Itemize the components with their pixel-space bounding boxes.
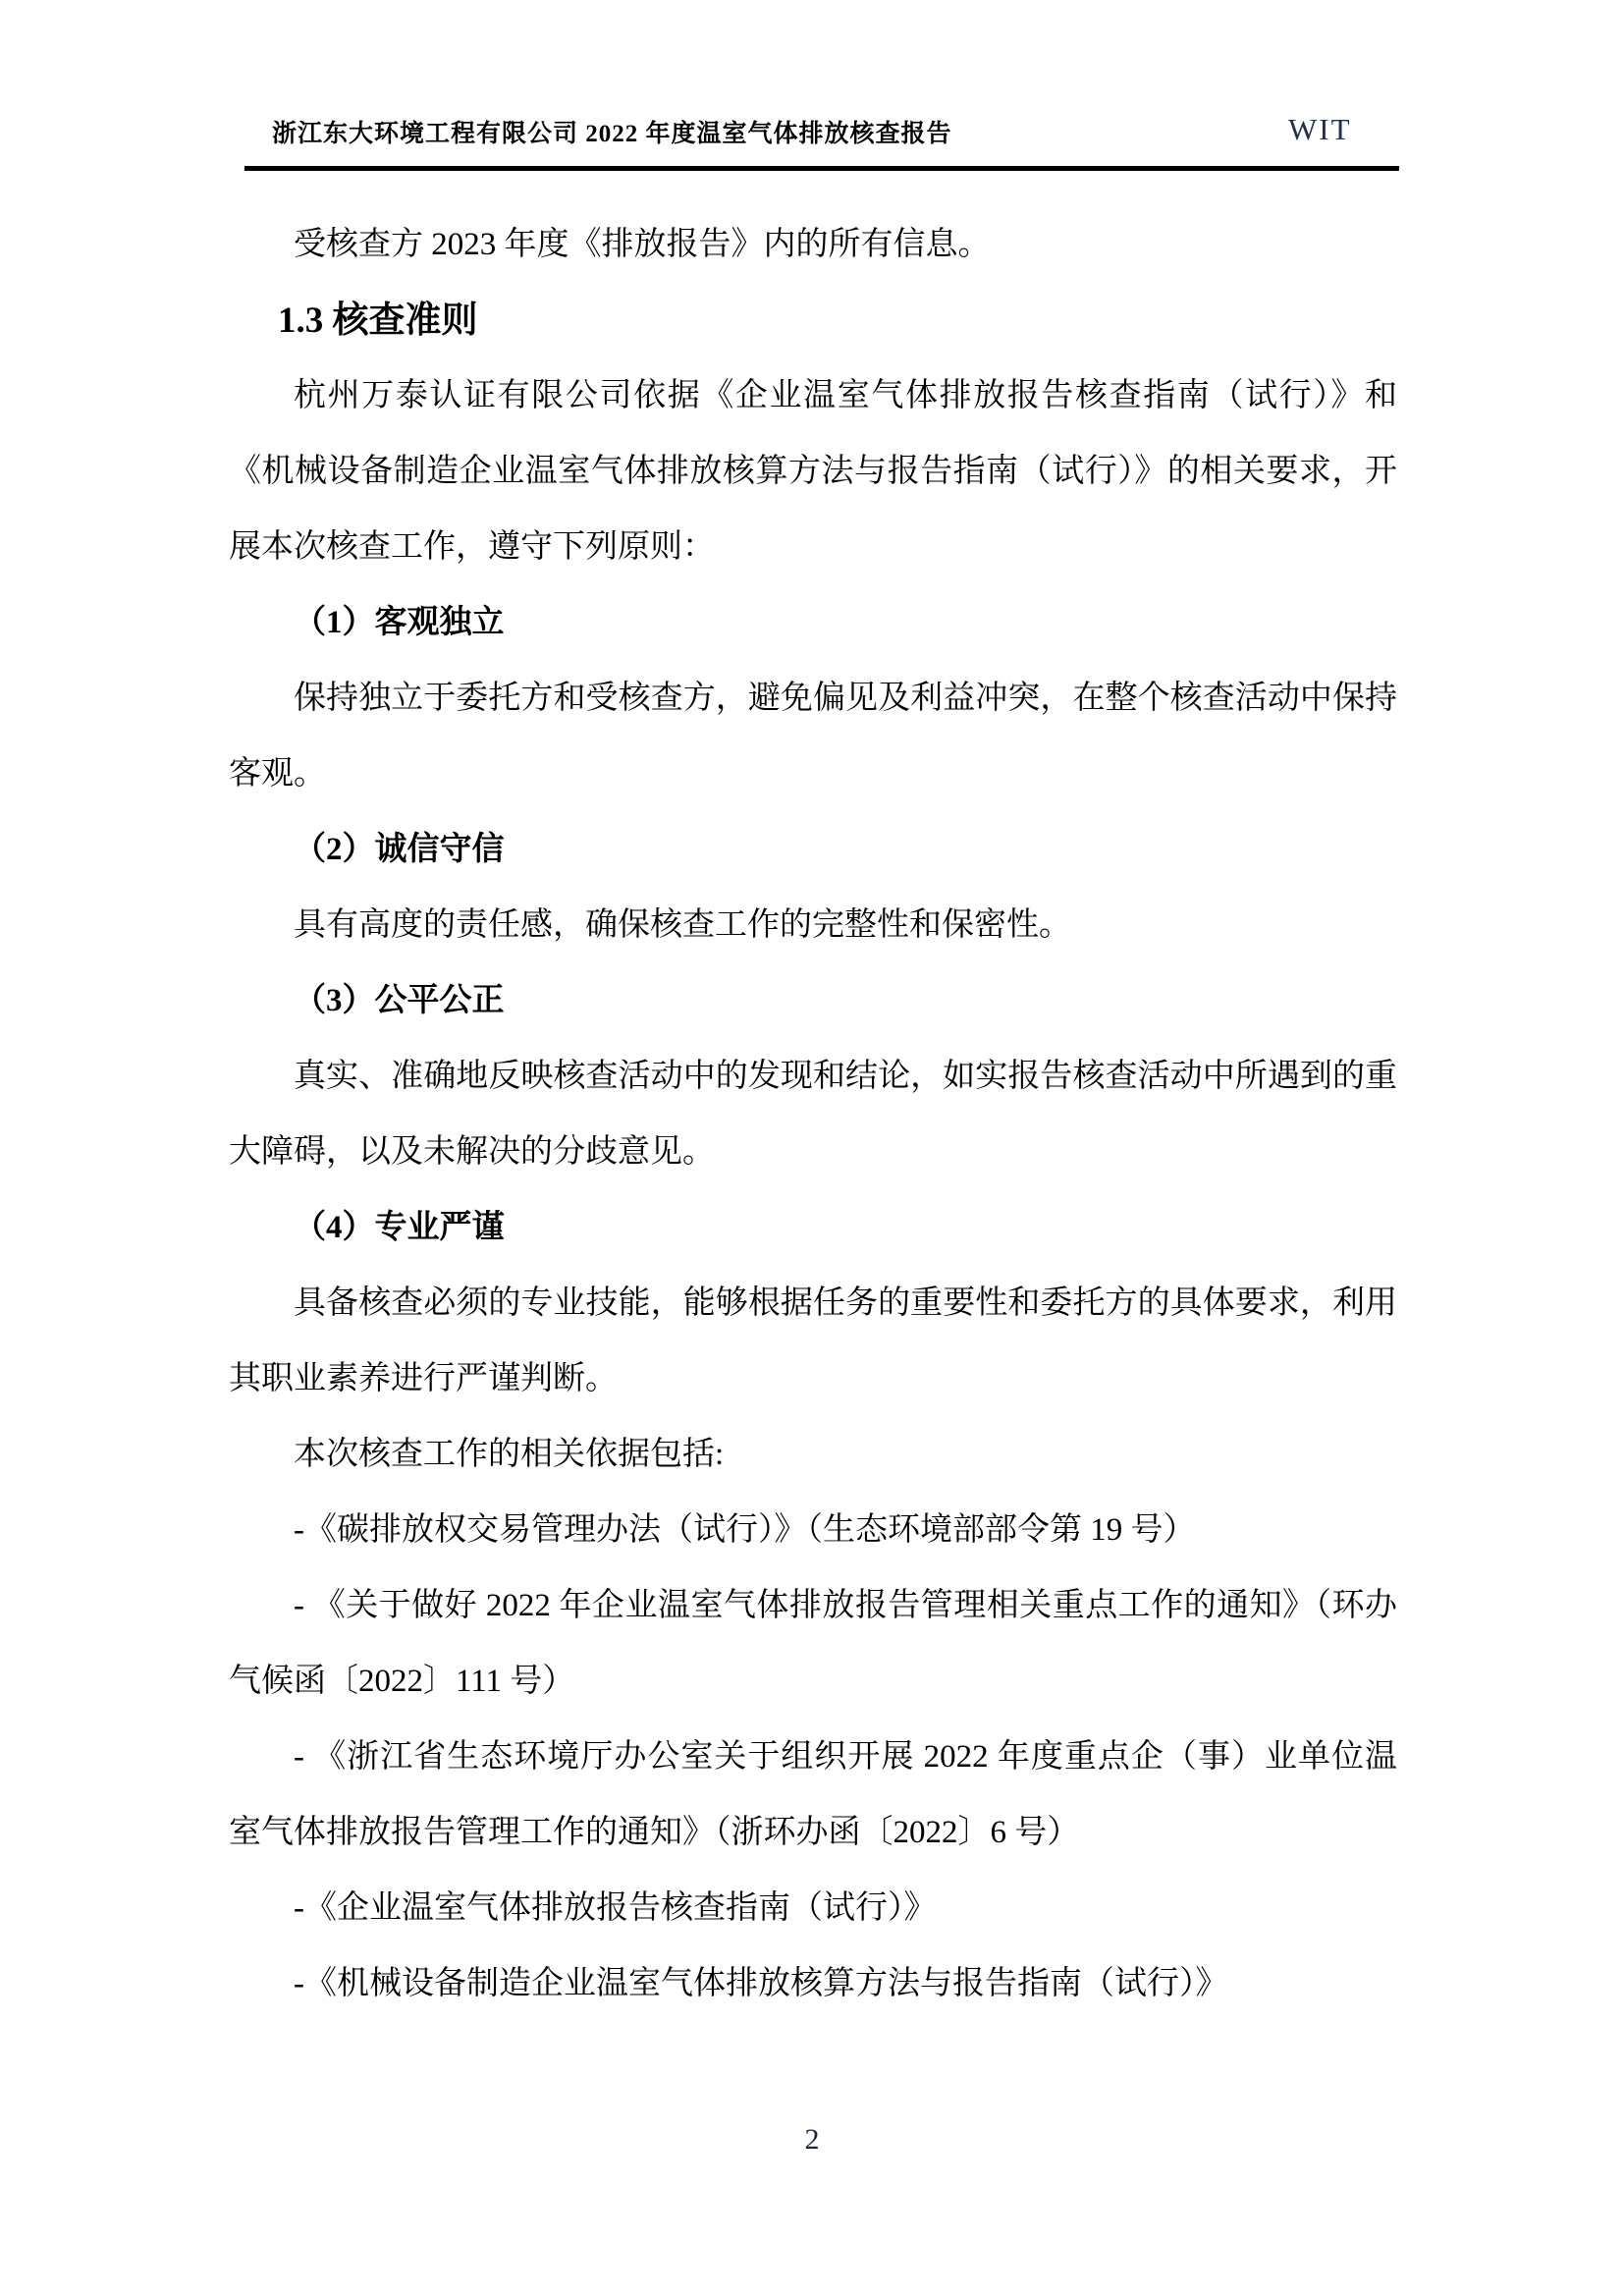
section-heading: 1.3 核查准则 (278, 301, 478, 341)
page-footer (0, 2123, 1624, 2157)
header-running-title: 浙江东大环境工程有限公司 2022 年度温室气体排放核查报告 (272, 121, 952, 147)
paragraph: - 《关于做好 2022 年企业温室气体排放报告管理相关重点工作的通知》（环办气候函〔2022〕111 号） (229, 1588, 1397, 1699)
principle-heading: （4）专业严谨 (294, 1210, 505, 1245)
paragraph: 杭州万泰认证有限公司依据《企业温室气体排放报告核查指南（试行）》和《机械设备制造企业温室气体排放核算方法与报告指南（试行）》的相关要求，开展本次核查工作，遵守下列原则： (229, 378, 1397, 565)
paragraph: 真实、准确地反映核查活动中的发现和结论，如实报告核查活动中所遇到的重大障碍，以及未解决的分歧意见。 (229, 1059, 1397, 1170)
principle-heading: （1）客观独立 (294, 605, 505, 640)
principle-heading: （2）诚信守信 (294, 832, 505, 867)
paragraph: -《机械设备制造企业温室气体排放核算方法与报告指南（试行）》 (294, 1966, 1228, 2001)
paragraph: - 《浙江省生态环境厅办公室关于组织开展 2022 年度重点企（事）业单位温室气体排放报告管理工作的通知》（浙环办函〔2022〕6 号） (229, 1739, 1397, 1850)
header-divider (244, 166, 1399, 171)
paragraph: 具备核查必须的专业技能，能够根据任务的重要性和委托方的具体要求，利用其职业素养进行严谨判断。 (229, 1285, 1397, 1396)
paragraph: 受核查方 2023 年度《排放报告》内的所有信息。 (294, 227, 991, 262)
paragraph: 本次核查工作的相关依据包括: (294, 1437, 725, 1472)
page-number: 2 (804, 2123, 820, 2156)
paragraph: 具有高度的责任感，确保核查工作的完整性和保密性。 (294, 907, 1071, 943)
paragraph: -《企业温室气体排放报告核查指南（试行）》 (294, 1890, 937, 1926)
wit-logo: WIT (1288, 112, 1352, 146)
paragraph: 保持独立于委托方和受核查方，避免偏见及利益冲突，在整个核查活动中保持客观。 (229, 681, 1397, 792)
document-body (229, 207, 1397, 2022)
paragraph: -《碳排放权交易管理办法（试行）》（生态环境部部令第 19 号） (294, 1512, 1196, 1548)
principle-heading: （3）公平公正 (294, 983, 505, 1018)
